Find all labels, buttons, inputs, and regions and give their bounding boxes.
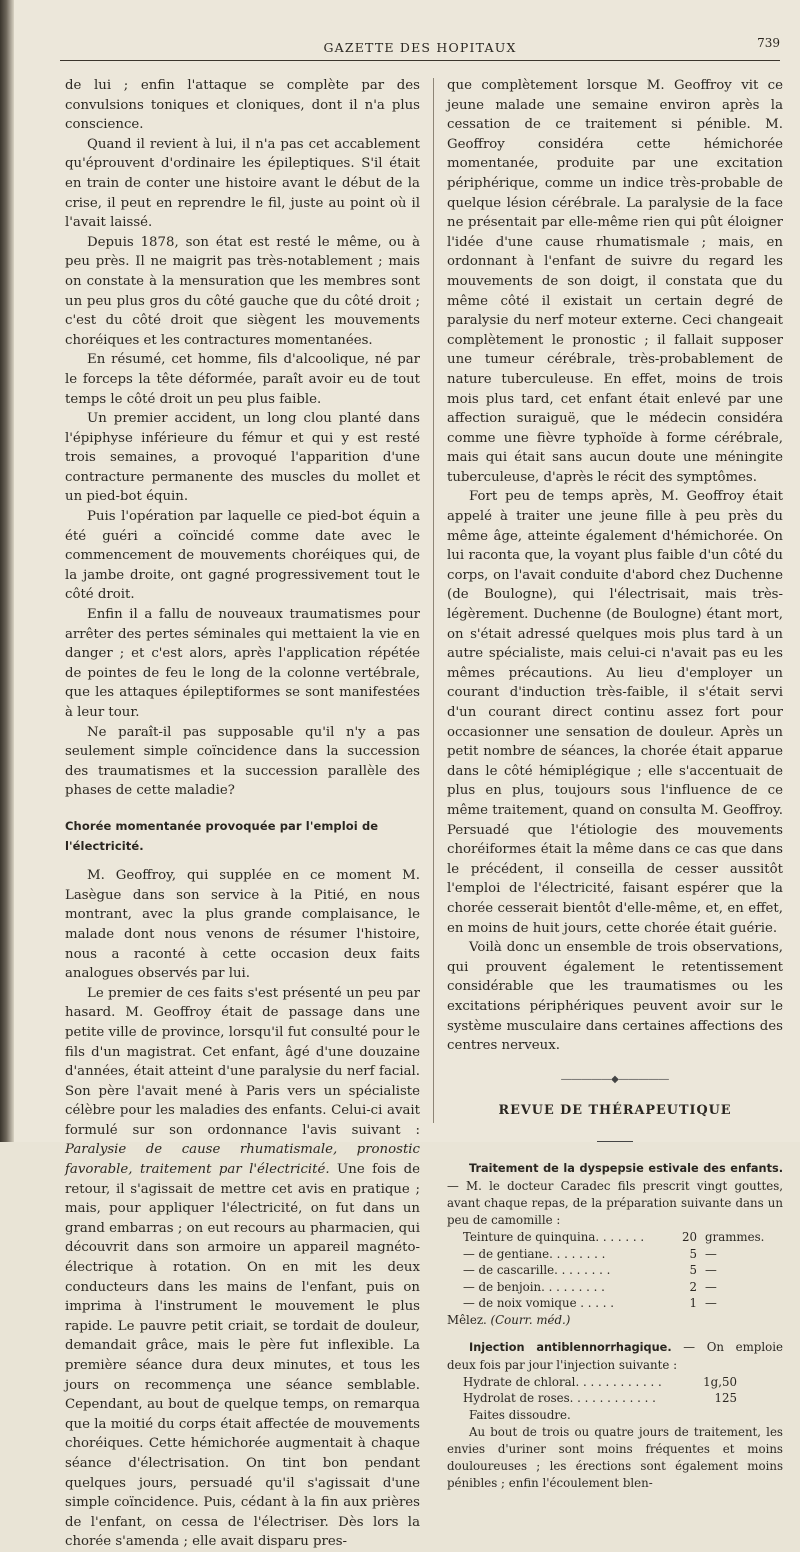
paragraph	[65, 984, 420, 1552]
recipe-row	[447, 1374, 783, 1391]
recipe-row	[447, 1262, 783, 1279]
ingredient: — de cascarille. . . . . . . .	[463, 1263, 611, 1278]
paragraph	[447, 1160, 783, 1229]
paragraph-text: — On emploie deux fois par jour l'injection suivante :	[447, 1339, 783, 1372]
source-citation: (Courr. méd.)	[490, 1313, 571, 1328]
recipe-list	[447, 1229, 783, 1312]
paragraph: Puis l'opération par laquelle ce pied-bot équin a été guéri a coïncidé comme date avec le commencement de mouvements choréiques qui, de la jambe droite, ont gagné progressivement tout le côté droit.	[65, 509, 420, 603]
header-rule	[60, 60, 780, 61]
quantity: 2	[689, 1279, 697, 1294]
recipe-list	[447, 1374, 783, 1407]
italic-quote: Paralysie de cause rhumatismale, pronostic favorable, traitement par l'électricité.	[65, 1142, 420, 1178]
paragraph: de lui ; enfin l'attaque se complète par des convulsions toniques et cloniques, dont il n'a plus conscience.	[65, 78, 420, 133]
quantity: 1	[689, 1296, 697, 1311]
paragraph-text: Le premier de ces faits s'est présenté un peu par hasard. M. Geoffroy était de passage dans une petite ville de province, lorsqu'il fut consulté pour le fils d'un magistrat. Cet enfant, âgé d'une douzaine d'années, était atteint d'une paralysie du nerf facial. Son père l'avait mené à Paris vers un spécialiste célèbre pour les maladies des enfants. Celui-ci avait formulé sur son ordonnance l'avis suivant :	[65, 985, 420, 1138]
ingredient: — de gentiane. . . . . . . .	[463, 1246, 606, 1261]
paragraph: Enfin il a fallu de nouveaux traumatismes pour arrêter des pertes séminales qui mettaient la vie en danger ; et c'est alors, après l'application répétée de pointes de feu le long de la colonne vertébrale, que les attaques épileptiformes se sont manifestées à leur tour.	[65, 607, 420, 720]
paragraph: Ne paraît-il pas supposable qu'il n'y a pas seulement simple coïncidence dans la succession des traumatismes et la succession parallèle des phases de cette maladie?	[65, 724, 420, 799]
paragraph: Depuis 1878, son état est resté le même, ou à peu près. Il ne maigrit pas très-notablement ; mais on constate à la mensuration que les membres sont un peu plus gros du côté gauche que du côté droit ; c'est du côté droit que siègent les mouvements choréiques et les contractures momentanées.	[65, 234, 420, 348]
paragraph: En résumé, cet homme, fils d'alcoolique, né par le forceps la tête déformée, paraît avoir eu de tout temps le côté droit un peu plus faible.	[65, 352, 420, 407]
quantity: 1g,50	[703, 1374, 737, 1389]
paragraph-text: Une fois de retour, il s'agissait de mettre cet avis en pratique ; mais, pour appliquer l'électricité, on fut dans un grand embarras ; on eut recours au pharmacien, qui découvrit dans son armoire un appareil magnéto-électrique à rotation. On en mit les deux conducteurs dans les mains de l'enfant, puis on imprima à l'instrument le mouvement le plus rapide. Le pauvre petit criait, se tordait de douleur, demandait grâce, mais le père fut inflexible. La première séance dura deux minutes, et tous les jours on recommença une séance semblable. Cependant, au bout de quelque temps, on remarqua que la moitié du corps était affectée de mouvements choréiques. Cette hémichorée augmentait à chaque séance d'électrisation. On tint bon pendant quelques jours, persuadé qu'il s'agissait d'une simple coïncidence. Puis, cédant à la fin aux prières de l'enfant, on cessa de l'électriser. Dès lors la chorée s'amenda ; elle avait disparu pres-	[65, 1162, 420, 1550]
paragraph: Voilà donc un ensemble de trois observations, qui prouvent également le retentissement considérable que les traumatismes ou les excitations périphériques peuvent avoir sur le système musculaire dans certaines affections des centres nerveux.	[447, 940, 783, 1054]
paragraph: M. Geoffroy, qui supplée en ce moment M. Lasègue dans son service à la Pitié, en nous montrant, avec la plus grande complaisance, le malade dont nous venons de résumer l'histoire, nous a raconté à cette occasion deux faits analogues observés par lui.	[65, 868, 420, 982]
paragraph: Un premier accident, un long clou planté dans l'épiphyse inférieure du fémur et qui y est resté trois semaines, a provoqué l'apparition d'une contracture permanente des muscles du mollet et un pied-bot équin.	[65, 411, 420, 505]
left-column	[65, 76, 420, 1552]
quantity: 5	[689, 1263, 697, 1278]
unit: grammes.	[705, 1230, 765, 1245]
recipe-row	[447, 1246, 783, 1263]
ornament-divider: ―――――◆―――――	[561, 1073, 669, 1085]
subsection-title: Injection antiblennorrhagique.	[469, 1340, 672, 1354]
revue-title: REVUE DE THÉRAPEUTIQUE	[498, 1103, 732, 1119]
title-underline	[447, 1129, 783, 1149]
paragraph	[447, 1339, 783, 1374]
subsection-title: Traitement de la dyspepsie estivale des enfants.	[469, 1162, 783, 1176]
quantity: 20	[681, 1230, 697, 1245]
recipe-row	[447, 1295, 783, 1312]
ingredient: — de benjoin. . . . . . . . .	[463, 1279, 605, 1294]
paragraph: Fort peu de temps après, M. Geoffroy était appelé à traiter une jeune fille à peu près du même âge, atteinte également d'hémichorée. On lui raconta que, la voyant plus faible d'un côté du corps, on l'avait conduite d'abord chez Duchenne (de Boulogne), qui l'électrisait, mais très-légèrement. Duchenne (de Boulogne) étant mort, on s'était adressé quelques mois plus tard à un autre spécialiste, mais celui-ci n'avait pas eu les mêmes précautions. Au lieu d'employer un courant d'induction très-faible, il s'était servi d'un courant direct continu assez fort pour occasionner une sensation de douleur. Après un petit nombre de séances, la chorée était apparue dans le côté hémiplégique ; elle s'accentuait de plus en plus, toujours sous l'influence de ce même traitement, quand on consulta M. Geoffroy. Persuadé que l'étiologie des mouvements choréiformes était la même dans ce cas que dans le précédent, il conseilla de cesser aussitôt l'emploi de l'électricité, faisant espérer que la chorée cesserait bientôt d'elle-même, et, en effet, en moins de huit jours, cette chorée était guérie.	[447, 489, 783, 936]
recipe-row	[447, 1390, 783, 1407]
right-column	[447, 76, 783, 1492]
paragraph	[447, 1312, 783, 1329]
quantity: 125	[714, 1391, 737, 1406]
journal-title: GAZETTE DES HOPITAUX	[323, 40, 517, 55]
unit: —	[705, 1263, 717, 1278]
page-number: 739	[757, 36, 780, 50]
unit: —	[705, 1279, 717, 1294]
paragraph: Quand il revient à lui, il n'a pas cet accablement qu'éprouvent d'ordinaire les épileptiques. S'il était en train de conter une histoire avant le début de la crise, il peut en reprendre le fil, juste au point où il l'avait laissé.	[65, 136, 420, 231]
column-divider	[433, 78, 434, 1123]
unit: —	[705, 1296, 717, 1311]
instruction: Mêlez.	[447, 1313, 491, 1328]
recipe-row	[447, 1229, 783, 1246]
page-binding-edge	[0, 0, 14, 1142]
unit: —	[705, 1246, 717, 1261]
paragraph-text: — M. le docteur Caradec fils prescrit vingt gouttes, avant chaque repas, de la préparation suivante dans un peu de camomille :	[447, 1179, 783, 1228]
section-title: Chorée momentanée provoquée par l'emploi de l'électricité.	[65, 818, 379, 853]
recipe-row	[447, 1279, 783, 1296]
paragraph: que complètement lorsque M. Geoffroy vit ce jeune malade une semaine environ après la cessation de ce traitement si pénible. M. Geoffroy considéra cette hémichorée momentanée, produite par une excitation périphérique, comme un indice très-probable de quelque lésion cérébrale. La paralysie de la face ne présentait par elle-même rien qui pût éloigner l'idée d'une cause rhumatismale ; mais, en ordonnant à l'enfant de suivre du regard les mouvements de son doigt, il constata que du même côté il existait un certain degré de paralysie du nerf moteur externe. Ceci changeait complètement le pronostic ; il fallait supposer une tumeur cérébrale, très-probablement de nature tuberculeuse. En effet, moins de trois mois plus tard, cet enfant était enlevé par une affection suraiguë, que le médecin considéra comme une fièvre typhoïde à forme cérébrale, mais qui était sans aucun doute une méningite tuberculeuse, d'après le récit des symptômes.	[447, 78, 783, 485]
ingredient: Hydrate de chloral. . . . . . . . . . . .	[463, 1374, 662, 1389]
ingredient: Teinture de quinquina. . . . . . .	[463, 1230, 645, 1245]
ingredient: Hydrolat de roses. . . . . . . . . . . .	[463, 1391, 656, 1406]
paragraph: Au bout de trois ou quatre jours de traitement, les envies d'uriner sont moins fréquentes et moins douloureuses ; les érections sont également moins pénibles ; enfin l'écoulement blen-	[447, 1424, 783, 1490]
instruction: Faites dissoudre.	[469, 1407, 571, 1422]
quantity: 5	[689, 1246, 697, 1261]
ingredient: — de noix vomique . . . . .	[463, 1296, 615, 1311]
page-header	[60, 36, 780, 62]
